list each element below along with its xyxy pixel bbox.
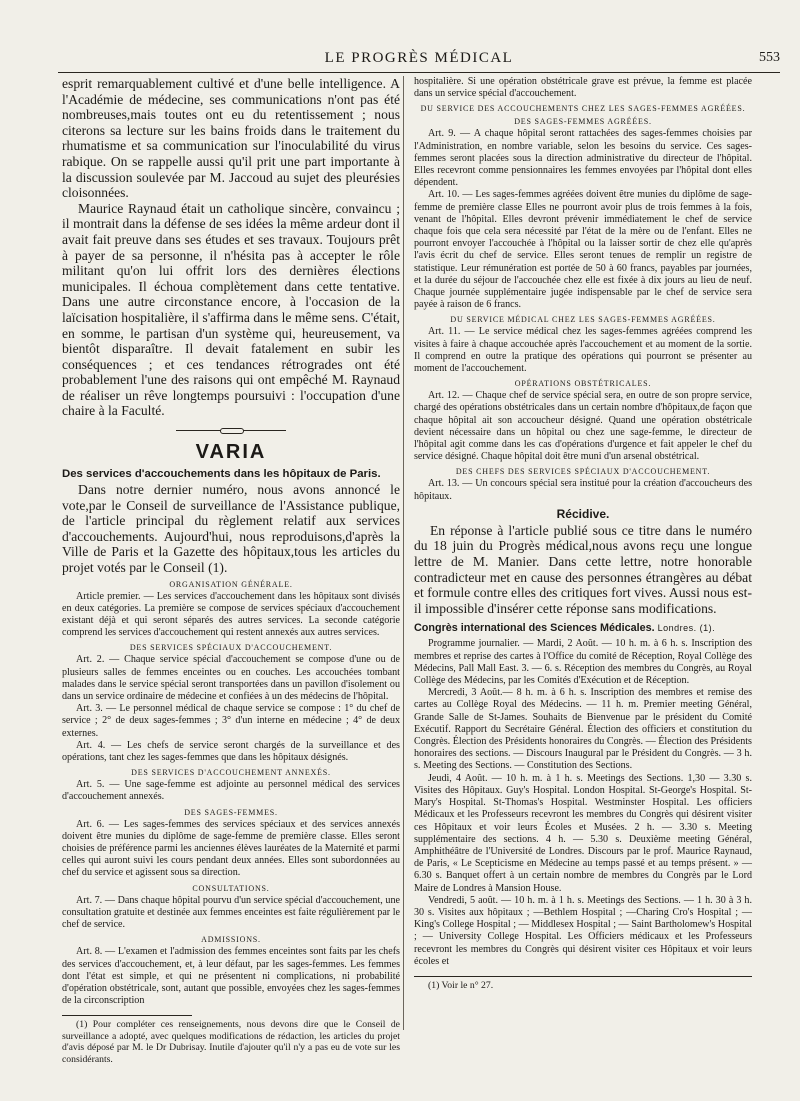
article-paragraph: Art. 5. — Une sage-femme est adjointe au personnel médical des services d'accouchement annexés. [62, 779, 400, 803]
section-heading: DES SERVICES D'ACCOUCHEMENT ANNEXÉS. [131, 768, 331, 778]
article-paragraph: Art. 3. — Le personnel médical de chaque service se compose : 1° du chef de service ; 2° de deux sages-femmes ; 3° d'un interne en médecine ; 4° de deux externes. [62, 703, 400, 739]
article-paragraph: Art. 2. — Chaque service spécial d'accouchement se compose d'une ou de plusieurs salles de femmes enceintes ou en couches. Les accouchées tombant malades dans le service spécial seront transportées dans un pavillon d'isolement ou dans un service ordinaire de médecine et confiées à un des médecins de l'hôpital. [62, 654, 400, 703]
varia-title: VARIA [195, 441, 267, 464]
programme-paragraph: Programme journalier. — Mardi, 2 Août. — 10 h. m. à 6 h. s. Inscription des membres et reprise des cartes à l'Office du comité de Réception, Royal Collège des Médecins, Pall Mall East. 3. — 6. s. Réception des membres du Congrès, au Royal Collège des Médecins, par les Comités d'Exécution et de Réception. [414, 638, 752, 687]
ornament-divider [176, 427, 286, 435]
page-header [58, 48, 780, 73]
varia-intro: Dans notre dernier numéro, nous avons annoncé le vote,par le Conseil de surveillance de l'Assistance publique, de l'article principal du règlement relatif aux services d'accouchements. Aujourd'hui, nous reproduisons,d'après la Ville de Paris et la Gazette des hôpitaux,tous les articles du projet votés par le Conseil (1). [62, 482, 400, 576]
column-divider [403, 76, 404, 1030]
section-heading: DU SERVICE DES ACCOUCHEMENTS CHEZ LES SAGES-FEMMES AGRÉÉES. [420, 104, 746, 114]
footnote: (1) Voir le n° 27. [428, 979, 494, 991]
section-heading: DES SERVICES SPÉCIAUX D'ACCOUCHEMENT. [129, 643, 333, 653]
section-heading: ORGANISATION GÉNÉRALE. [169, 579, 293, 589]
section-heading: ADMISSIONS. [201, 935, 261, 945]
footnote-rule [62, 1015, 192, 1016]
recidive-text: En réponse à l'article publié sous ce titre dans le numéro du 18 juin du Progrès médical,nous avons reçu une longue lettre de M. Manier. Dans cette lettre, notre honorable contradicteur met en cause des personnes étrangères au débat et formule contre elles des critiques fort vives. Aussi nous est-il impossible d'insérer cette réponse sans modifications. [414, 522, 752, 616]
article-paragraph: Art. 6. — Les sages-femmes des services spéciaux et des services annexés doivent être munies du diplôme de sage-femme de première classe. Elles seront choisies de préférence parmi les anciennes élèves lauréates de la Maternité et parmi celles qui auront suivi les cours pendant deux années. Elles sont subordonnées au chef du service et agissent sous sa direction. [62, 818, 400, 879]
journal-title: LE PROGRÈS MÉDICAL [324, 50, 514, 66]
congres-title-text: Congrès international des Sciences Médicales. [414, 622, 655, 635]
congres-title [414, 622, 752, 634]
section-heading: DES SAGES-FEMMES. [184, 807, 278, 817]
article-paragraph: Art. 12. — Chaque chef de service spécial sera, en outre de son propre service, chargé des opérations obstétricales dans un certain nombre d'hôpitaux,de façon que chaque hôpital ait son accoucheur désigné. Quand une opération obstétricale devient nécessaire dans un hôpital ou chez une sage-femme, le directeur de l'hôpital agit comme dans les cas d'opérations d'urgence et fait appeler le chef du service désigné. Chaque hôpital doit être muni d'un arsenal obstétrical. [414, 390, 752, 463]
recidive-title: Récidive. [556, 506, 610, 521]
programme-paragraph: Jeudi, 4 Août. — 10 h. m. à 1 h. s. Meetings des Sections. 1,30 — 3.30 s. Visites des Hôpitaux. Guy's Hospital. London Hospital. St-George's Hospital. St-Mary's Hospital. St-Thomas's Hospital. Westminster Hospital. Les officiers Médicaux et les Professeurs recevront les membres du Congrès qui désirent visiter ces Hôpitaux et voir leurs Écoles et Musées. 2 h. — 3.30 s. Meeting supplémentaire des sections. 4 h. — 5.30 s. Deuxième meeting Général, Amphithéâtre de l'Université de Londres. Discours par le prof. Maurice Raynaud, de Paris, « Le Scepticisme en Médecine au temps passé et au temps présent. » — 6.30 s. Banquet offert à un certain nombre de membres du Congrès par le Lord Maire de Londres à Mansion House. [414, 772, 752, 894]
section-heading: DES CHEFS DES SERVICES SPÉCIAUX D'ACCOUCHEMENT. [455, 467, 711, 477]
obituary-paragraph: Maurice Raynaud était un catholique sincère, convaincu ; il montrait dans la défense de ses idées la même ardeur dont il avait fait preuve dans ses études et ses travaux. Toujours prêt à payer de sa personne, il n'hésita pas à accepter le rôle militant qu'on lui offrit lors des dernières élections municipales. Il échoua complètement dans cette tentative. Dans une autre circonstance encore, à l'occasion de la laïcisation hospitalière, il s'affirma dans le même sens. C'était, en somme, le partisan d'un système qui, heureusement, va bientôt disparaître. Il devait fatalement en subir les conséquences ; et ces tendances rétrogrades ont été probablement l'une des raisons qui ont empêché M. Raynaud de réaliser un rêve longtemps poursuivi : l'occupation d'une chaire à la Faculté. [62, 200, 400, 419]
article-paragraph: Art. 11. — Le service médical chez les sages-femmes agréées comprend les visites à faire à chaque accouchée après l'accouchement et au moment de la sortie. Il comprend en outre la pratique des opérations qui pourront se présenter au moment de l'accouchement. [414, 326, 752, 375]
footnote: (1) Pour compléter ces renseignements, nous devons dire que le Conseil de surveillance a adopté, avec quelques modifications de rédaction, les articles du projet d'avis déposé par M. le Dr Dubrisay. Inutile d'ajouter qu'il n'y a pas eu de vote sur les considérants. [62, 1019, 400, 1065]
section-heading: OPÉRATIONS OBSTÉTRICALES. [514, 379, 652, 389]
section-heading: CONSULTATIONS. [192, 883, 270, 893]
article-paragraph: Art. 13. — Un concours spécial sera institué pour la création d'accoucheurs des hôpitaux. [414, 478, 752, 502]
obituary-paragraph: esprit remarquablement cultivé et d'une belle intelligence. A l'Académie de médecine, ses communications n'ont pas été nombreuses,mais toutes ont eu du retentissement ; nous citerons sa lecture sur les bains froids dans le traitement du rhumatisme et sa communication sur l'inoculabilité du virus rabique. On se rappelle aussi qu'il prit une part importante à la discussion soulevée par M. Jaccoud au sujet des pleurésies cloisonnées. [62, 76, 400, 201]
article-paragraph: Art. 8. — L'examen et l'admission des femmes enceintes sont faits par les chefs des services d'accouchement, et, à leur défaut, par les sages-femmes. Les femmes dont l'état est simple, et qui ne présentent ni complications, ni probabilité d'opération obstétricale, sont, autant que possible, envoyées chez les sages-femmes de la circonscription [62, 946, 400, 1007]
page-number: 553 [759, 50, 780, 65]
article-paragraph: Art. 9. — A chaque hôpital seront rattachées des sages-femmes choisies par l'Administration, en nombre variable, selon les besoins du service. Ces sages-femmes seront placées sous la direction administrative du directeur de l'hôpital. Elles recevront comme pensionnaires les femmes envoyées par l'hôpital dont elles dépendent. [414, 128, 752, 189]
article-paragraph: Article premier. — Les services d'accouchement dans les hôpitaux sont divisés en deux catégories. La première se compose de services spéciaux d'accouchement existant déjà et qui seront séparés des autres services. La seconde catégorie comprend les services d'accouchement qui restent annexés aux autres services. [62, 590, 400, 639]
article-paragraph: Art. 7. — Dans chaque hôpital pourvu d'un service spécial d'accouchement, une consultation gratuite et destinée aux femmes enceintes est faite régulièrement par le chef de service. [62, 894, 400, 931]
article-paragraph: Art. 4. — Les chefs de service seront chargés de la surveillance et des opérations, tant chez les sages-femmes que dans les hôpitaux désignés. [62, 739, 400, 764]
article-paragraph: Art. 10. — Les sages-femmes agréées doivent être munies du diplôme de sage-femme de première classe Elles ne pourront avoir plus de trois femmes à la fois, venant de l'hôpital. Elles devront prévenir immédiatement le chef de service chaque fois que cela sera nécessité par l'état de la mère ou de l'enfant. Elles ne pourront envoyer l'accouchée à l'hôpital ou la laisser sortir de chez elle qu'après l'avis écrit du chef de service. Elles seront tenues de remplir un registre de statistique. Leur rémunération est portée de 50 à 60 francs, payables par journées, et la durée du séjour de l'accouchée chez elle est fixée à dix jours au lieu de neuf. Chaque journée supplémentaire jugée indispensable par le chef de service sera payée à raison de 6 francs. [414, 189, 752, 311]
section-heading: DU SERVICE MÉDICAL CHEZ LES SAGES-FEMMES AGRÉÉES. [450, 315, 716, 325]
programme-paragraph: Vendredi, 5 août. — 10 h. m. à 1 h. s. Meetings des Sections. — 1 h. 30 à 3 h. 30 s. Visites aux hôpitaux ; —Bethlem Hospital ; —Charing Cro's Hospital ; — King's College Hospital ; — Middlesex Hospital ; — Saint Bartholomew's Hospital ; — University College Hospital. Les Officiers médicaux et les Professeurs recevront les membres du Congrès qui désirent visiter ces Hôpitaux et voir leurs écoles et [414, 894, 752, 967]
varia-subtitle: Des services d'accouchements dans les hôpitaux de Paris. [62, 468, 381, 481]
left-column [62, 76, 400, 1065]
right-column [414, 76, 752, 991]
section-subheading: DES SAGES-FEMMES AGRÉÉES. [514, 117, 652, 127]
article-paragraph: hospitalière. Si une opération obstétricale grave est prévue, la femme est placée dans un service spécial d'accouchement. [414, 76, 752, 100]
congres-place: Londres. (1). [657, 623, 716, 634]
footnote-rule [414, 976, 752, 977]
programme-paragraph: Mercredi, 3 Août.— 8 h. m. à 6 h. s. Inscription des membres et remise des cartes au Collège Royal des Médecins. — 11 h. m. Premier meeting Général, Grande Salle de St-James. Souhaits de Bienvenue par le président du Comité Exécutif. Rapport du Secrétaire Général. Élection des officiers et constitution du Congrès. Élection des Présidents honoraires du Congrès. — Élection des Présidents honoraires des sections. — Discours Inaugural par le Président du Congrès. — 3 h. s. Meeting des Sections. — Constitution des Sections. [414, 687, 752, 772]
